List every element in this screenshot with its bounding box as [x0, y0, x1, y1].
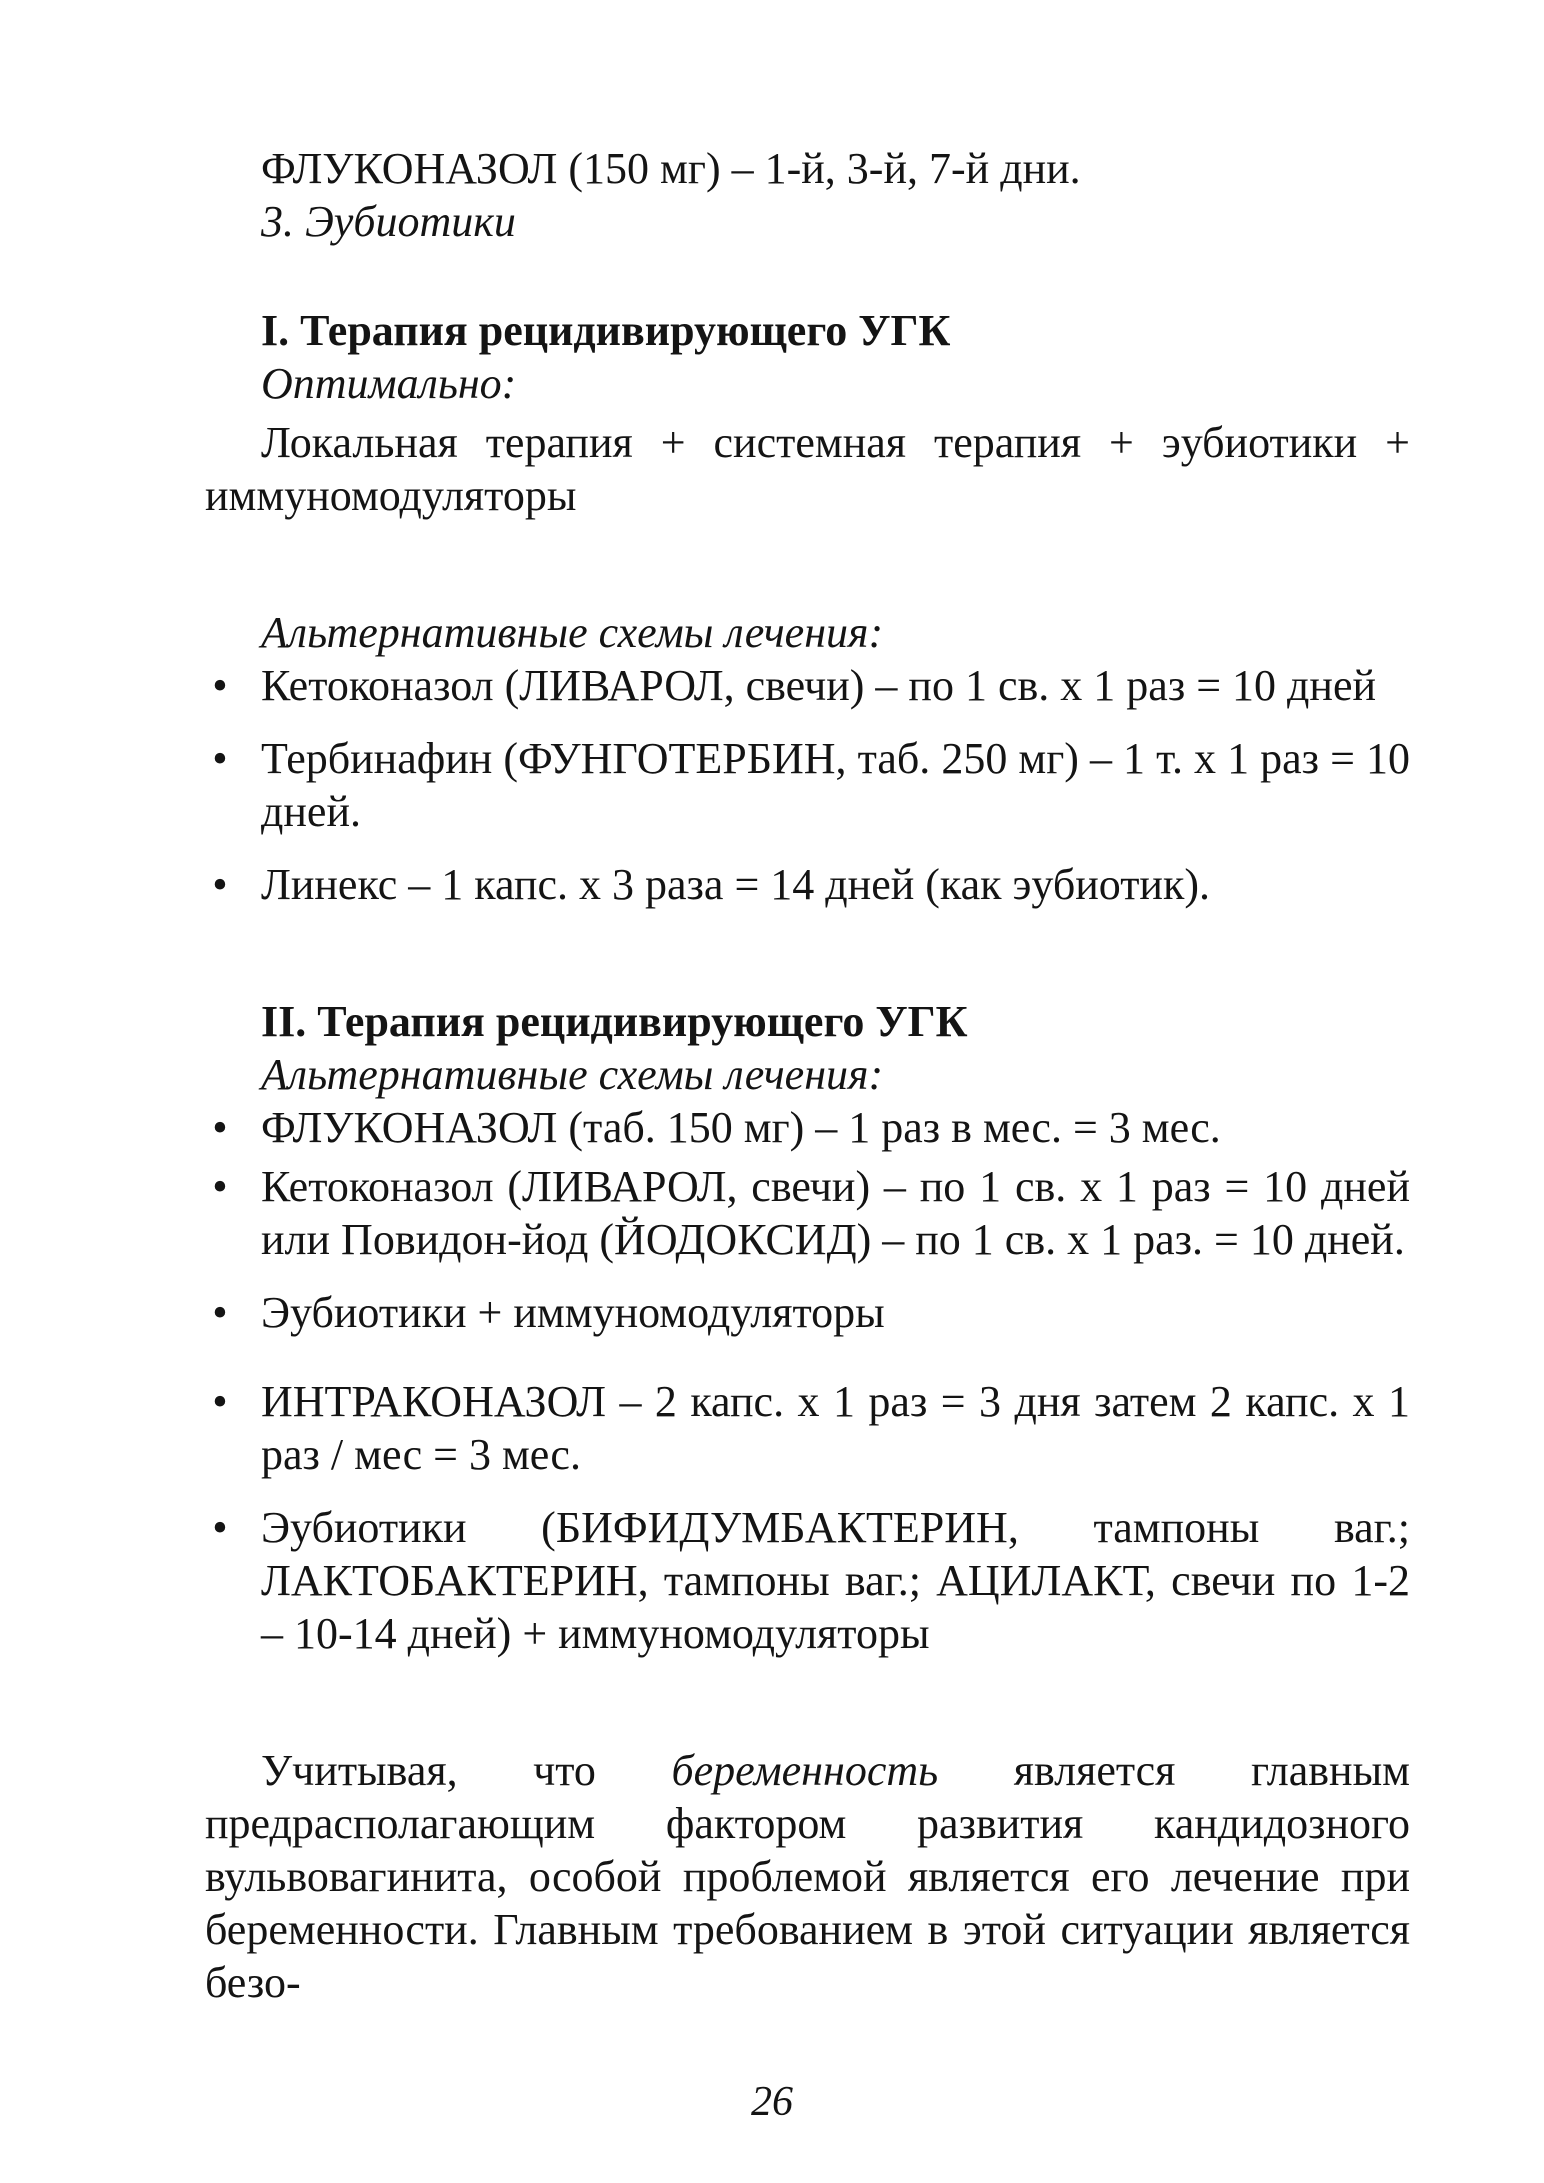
eubiotics-item-line: 3. Эубиотики: [261, 197, 516, 246]
list-item: [205, 858, 1410, 911]
optimal-text: Локальная терапия + системная терапия + эубиотики + иммуномодуляторы: [205, 418, 1410, 520]
bullet-mark: •: [212, 661, 228, 710]
bullet-mark: •: [212, 1288, 228, 1337]
bullet-mark: •: [212, 1503, 228, 1552]
page-text: [205, 142, 1410, 2009]
list-item-text: Кетоконазол (ЛИВАРОЛ, свечи) – по 1 св. х 1 раз = 10 дней или Повидон-йод (ЙОДОКСИД) – по 1 св. х 1 раз. = 10 дней.: [261, 1162, 1410, 1264]
closing-text-end: является главным предрасполагающим фактором развития кандидозного вульвовагинита, особой проблемой является его лечение при беременности. Главным требованием в этой ситуации является безо-: [205, 1746, 1411, 2007]
list-item: [205, 1160, 1410, 1266]
list-item: [205, 1501, 1410, 1660]
list-item: [205, 659, 1410, 712]
list-item-text: ИНТРАКОНАЗОЛ – 2 капс. х 1 раз = 3 дня затем 2 капс. х 1 раз / мес = 3 мес.: [261, 1377, 1410, 1479]
bullet-mark: •: [212, 734, 228, 783]
closing-paragraph: [205, 1744, 1410, 2009]
list-item-text: Кетоконазол (ЛИВАРОЛ, свечи) – по 1 св. х 1 раз = 10 дней: [261, 661, 1377, 710]
section-two-heading: II. Терапия рецидивирующего УГК: [261, 997, 968, 1046]
list-item: [205, 1375, 1410, 1481]
fluconazole-schedule-line: ФЛУКОНАЗОЛ (150 мг) – 1-й, 3-й, 7-й дни.: [261, 144, 1081, 193]
closing-text-start: Учитывая, что: [261, 1746, 672, 1795]
section-one-heading: I. Терапия рецидивирующего УГК: [261, 306, 951, 355]
closing-text-italic: беременность: [671, 1746, 939, 1795]
list-item: [205, 1286, 1410, 1339]
list-item-text: ФЛУКОНАЗОЛ (таб. 150 мг) – 1 раз в мес. = 3 мес.: [261, 1103, 1221, 1152]
bullet-mark: •: [212, 860, 228, 909]
bullet-mark: •: [212, 1103, 228, 1152]
list-item: [205, 1101, 1410, 1154]
list-item: [205, 732, 1410, 838]
section-two-alt-label: Альтернативные схемы лечения:: [261, 1050, 884, 1099]
section-one-alt-label: Альтернативные схемы лечения:: [261, 608, 884, 657]
bullet-mark: •: [212, 1162, 228, 1211]
list-item-text: Тербинафин (ФУНГОТЕРБИН, таб. 250 мг) – 1 т. х 1 раз = 10 дней.: [261, 734, 1410, 836]
list-item-text: Линекс – 1 капс. х 3 раза = 14 дней (как эубиотик).: [261, 860, 1211, 909]
page-number: 26: [751, 2079, 793, 2125]
list-item-text: Эубиотики (БИФИДУМБАКТЕРИН, тампоны ваг.; ЛАКТОБАКТЕРИН, тампоны ваг.; АЦИЛАКТ, свечи по 1-2 – 10-14 дней) + иммуномодуляторы: [261, 1503, 1410, 1658]
optimal-label: Оптимально:: [261, 359, 517, 408]
bullet-mark: •: [212, 1377, 228, 1426]
list-item-text: Эубиотики + иммуномодуляторы: [261, 1288, 885, 1337]
